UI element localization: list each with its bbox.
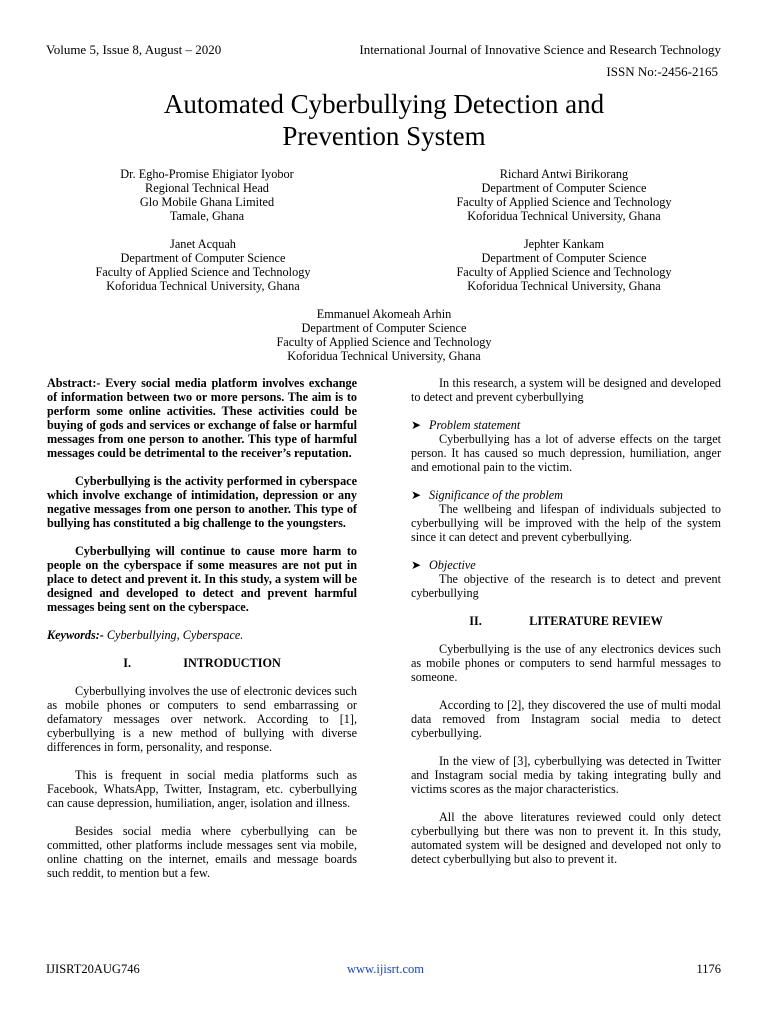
author-affiliation: Glo Mobile Ghana Limited — [139, 195, 275, 209]
running-header-journal: International Journal of Innovative Science and Research Technology — [359, 42, 721, 57]
section-number: I. — [123, 656, 132, 670]
body-paragraph: In this research, a system will be designed and developed to detect and prevent cyberbullying — [411, 376, 721, 404]
section-title: LITERATURE REVIEW — [529, 614, 663, 628]
body-paragraph: Besides social media where cyberbullying can be committed, other platforms include messages sent via mobile, online chatting on the internet, emails and message boards such reddit, to mention but a few. — [47, 824, 357, 880]
body-paragraph: The wellbeing and lifespan of individuals subjected to cyberbullying will be improved with the help of the system since it can detect and prevent cyberbullying. — [411, 502, 721, 544]
arrow-bullet-icon: ➤ — [411, 418, 422, 432]
body-paragraph: This is frequent in social media platforms such as Facebook, WhatsApp, Twitter, Instagram, etc. cyberbullying can cause depression, humiliation, anger, isolation and illness. — [47, 768, 357, 810]
section-heading-literature-review — [411, 614, 721, 628]
author-affiliation: Faculty of Applied Science and Technology — [456, 195, 672, 209]
author-name: Emmanuel Akomeah Arhin — [316, 307, 452, 321]
paper-title — [0, 88, 768, 152]
right-column — [411, 376, 721, 866]
arrow-bullet-icon: ➤ — [411, 558, 422, 572]
author-affiliation: Department of Computer Science — [481, 181, 647, 195]
author-affiliation: Faculty of Applied Science and Technology — [456, 265, 672, 279]
author-affiliation: Faculty of Applied Science and Technology — [276, 335, 492, 349]
title-line-1: Automated Cyberbullying Detection and — [163, 89, 605, 119]
author-affiliation: Department of Computer Science — [481, 251, 647, 265]
author-affiliation: Tamale, Ghana — [169, 209, 245, 223]
author-affiliation: Regional Technical Head — [145, 181, 269, 195]
footer-website-link[interactable]: www.ijisrt.com — [347, 962, 424, 976]
issn: ISSN No:-2456-2165 — [606, 64, 718, 79]
keywords-text: Cyberbullying, Cyberspace. — [106, 628, 244, 642]
title-line-2: Prevention System — [282, 121, 486, 151]
body-paragraph: In the view of [3], cyberbullying was detected in Twitter and Instagram social media by taking integrating bully and victims scores as the major characteristics. — [411, 754, 721, 796]
author-name: Richard Antwi Birikorang — [499, 167, 629, 181]
running-header-volume: Volume 5, Issue 8, August – 2020 — [46, 42, 222, 57]
author-block — [53, 237, 353, 293]
keywords — [47, 628, 357, 642]
author-name: Dr. Egho-Promise Ehigiator Iyobor — [120, 167, 294, 181]
author-block — [414, 237, 714, 293]
body-paragraph: The objective of the research is to detect and prevent cyberbullying — [411, 572, 721, 600]
left-column — [47, 376, 357, 880]
bullet-heading-text: Problem statement — [429, 418, 521, 432]
section-heading-introduction — [47, 656, 357, 670]
author-affiliation: Koforidua Technical University, Ghana — [287, 349, 481, 363]
abstract-paragraph: Cyberbullying is the activity performed in cyberspace which involve exchange of intimidation, depression or any negative messages from one person to another. This type of bullying has constituted a big challenge to the youngsters. — [47, 474, 357, 530]
author-affiliation: Faculty of Applied Science and Technology — [95, 265, 311, 279]
bullet-heading — [411, 558, 721, 572]
bullet-heading-text: Objective — [429, 558, 476, 572]
author-block — [234, 307, 534, 363]
body-paragraph: Cyberbullying is the use of any electronics devices such as mobile phones or computers to send harmful messages to someone. — [411, 642, 721, 684]
author-affiliation: Department of Computer Science — [120, 251, 286, 265]
arrow-bullet-icon: ➤ — [411, 488, 422, 502]
author-affiliation: Koforidua Technical University, Ghana — [106, 279, 300, 293]
body-paragraph: Cyberbullying involves the use of electronic devices such as mobile phones or computers to send embarrassing or defamatory messages over network. According to [1], cyberbullying is a new method of bullying with diverse differences in form, personality, and response. — [47, 684, 357, 754]
bullet-heading — [411, 418, 721, 432]
page-number: 1176 — [696, 962, 721, 976]
author-affiliation: Department of Computer Science — [301, 321, 467, 335]
keywords-label: Keywords:- — [47, 628, 104, 642]
abstract-paragraph: Cyberbullying will continue to cause more harm to people on the cyberspace if some measures are not put in place to detect and prevent it. In this study, a system will be designed and developed to detect and prevent harmful messages being sent on the cyberspace. — [47, 544, 357, 614]
section-number: II. — [469, 614, 482, 628]
body-paragraph: According to [2], they discovered the use of multi modal data removed from Instagram social media to detect cyberbullying. — [411, 698, 721, 740]
body-paragraph: All the above literatures reviewed could only detect cyberbullying but there was non to prevent it. In this study, automated system will be designed and developed not only to detect cyberbullying but also to prevent it. — [411, 810, 721, 866]
section-title: INTRODUCTION — [183, 656, 281, 670]
abstract-paragraph: Abstract:- Every social media platform involves exchange of information between two or more persons. The aim is to perform some online activities. These activities could be buying of gods and services or exchange of false or harmful messages from one person to another. This type of harmful messages could be detrimental to the receiver’s reputation. — [47, 376, 357, 460]
footer-article-id: IJISRT20AUG746 — [46, 962, 140, 976]
author-affiliation: Koforidua Technical University, Ghana — [467, 209, 661, 223]
author-block — [57, 167, 357, 223]
author-name: Jephter Kankam — [523, 237, 605, 251]
author-affiliation: Koforidua Technical University, Ghana — [467, 279, 661, 293]
body-paragraph: Cyberbullying has a lot of adverse effects on the target person. It has caused so much depression, humiliation, anger and emotional pain to the victim. — [411, 432, 721, 474]
bullet-heading — [411, 488, 721, 502]
bullet-heading-text: Significance of the problem — [429, 488, 563, 502]
author-name: Janet Acquah — [170, 237, 236, 251]
author-block — [414, 167, 714, 223]
